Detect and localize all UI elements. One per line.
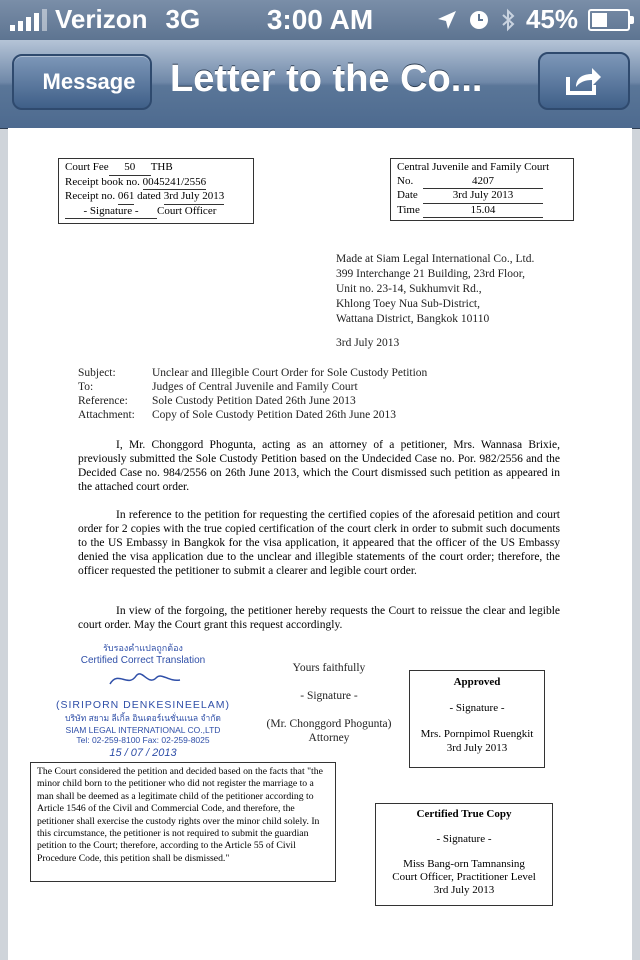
battery-percent: 45%: [525, 4, 578, 34]
certified-signature: - Signature -: [436, 833, 492, 845]
attorney-name: (Mr. Chonggord Phogunta): [266, 718, 392, 730]
approved-title: Approved: [453, 676, 501, 688]
approved-date: 3rd July 2013: [446, 742, 508, 754]
court-decision-box: [30, 762, 336, 882]
status-bar: [0, 0, 640, 40]
nav-title: Letter to the Co...: [170, 58, 483, 100]
court-name: Central Juvenile and Family Court: [397, 161, 550, 173]
closing-line: Yours faithfully: [292, 662, 366, 674]
location-icon: [436, 9, 458, 31]
attachment-value: Copy of Sole Custody Petition Dated 26th June 2013: [152, 409, 397, 421]
letter-meta: [78, 366, 427, 422]
court-fee-box: [58, 158, 254, 224]
subject-label: Subject:: [78, 367, 116, 379]
court-officer-label: Court Officer: [157, 204, 217, 217]
attachment-label: Attachment:: [78, 409, 135, 421]
approved-name: Mrs. Pornpimol Ruengkit: [420, 728, 534, 740]
receipt-date-value: 3rd July 2013: [164, 190, 225, 205]
court-time-label: Time: [397, 203, 420, 216]
translation-stamp: [48, 641, 238, 759]
stamp-thai-certified: รับรองคำแปลถูกต้อง: [103, 643, 183, 653]
alarm-clock-icon: [468, 9, 490, 31]
certified-copy-box: [375, 803, 553, 906]
stamp-date: 15 / 07 / 2013: [109, 747, 177, 759]
court-date-value: 3rd July 2013: [423, 189, 543, 204]
certified-name: Miss Bang-orn Tamnansing: [403, 858, 525, 870]
address-line: Made at Siam Legal International Co., Ltd.: [336, 253, 535, 265]
closing-block: [244, 661, 414, 745]
translator-signature: [48, 666, 238, 692]
receipt-no-label: Receipt no.: [65, 190, 116, 202]
back-button[interactable]: [12, 54, 152, 110]
carrier-label: Verizon: [55, 4, 148, 34]
court-no-label: No.: [397, 174, 414, 187]
navigation-bar: [0, 40, 640, 129]
address-line: Wattana District, Bangkok 10110: [336, 313, 490, 325]
stamp-certified-translation: Certified Correct Translation: [80, 655, 206, 666]
address-line: 399 Interchange 21 Building, 23rd Floor,: [336, 268, 525, 280]
to-label: To:: [78, 381, 94, 393]
network-label: 3G: [165, 4, 201, 34]
clock: 3:00 AM: [266, 4, 374, 35]
fee-value: 50: [109, 161, 151, 176]
stamp-translator-name: (SIRIPORN DENKESINEELAM): [56, 699, 230, 711]
reference-value: Sole Custody Petition Dated 26th June 2013: [152, 395, 356, 407]
share-button[interactable]: [538, 52, 630, 110]
stamp-company: SIAM LEGAL INTERNATIONAL CO.,LTD: [65, 725, 221, 735]
court-decision-text: The Court considered the petition and decided based on the facts that "the minor child born to the petitioner who did not register the marriage to a man shall be deemed as a legitimate child of the petitioner according to Article 1546 of the Civil and Commercial Code, and therefore, the petitioner shall exercise the custody rights over the minor child solely. In this circumstance, the petitioner is not required to submit the guardian petition to the Court; therefore, according to the Article 55 of Civil Procedure Code, this petition shall be dismissed.": [37, 766, 323, 864]
certified-role: Court Officer, Practitioner Level: [392, 871, 536, 883]
certified-date: 3rd July 2013: [433, 884, 495, 896]
body-paragraph-2: In reference to the petition for requesting the certified copies of the aforesaid petition and court order for 2 copies with the true copied certification of the court clerk in order to submit such documents to the US Embassy in Bangkok for the visa application, it appeared that the officer of the US Embassy denied the visa application due to the unclear and illegible statements of the court order; therefore, the officer requested the petitioner to submit a clearer and legible court order.: [78, 509, 560, 577]
stamp-thai-company: บริษัท สยาม ลีเกิ้ล อินเตอร์เนชั่นแนล จำกัด: [65, 713, 221, 723]
receipt-book-value: 0045241/2556: [143, 176, 207, 191]
stamp-phone: Tel: 02-259-8100 Fax: 02-259-8025: [76, 735, 210, 745]
fee-signature: - Signature -: [65, 205, 157, 220]
body-paragraph-3: In view of the forgoing, the petitioner hereby requests the Court to reissue the clear and legible court order. May the Court grant this request accordingly.: [78, 605, 560, 631]
address-line: Khlong Toey Nua Sub-District,: [336, 298, 480, 310]
bluetooth-icon: [500, 8, 516, 32]
court-date-label: Date: [397, 189, 418, 201]
receipt-no-value: 061: [118, 190, 135, 205]
body-paragraph-1: I, Mr. Chonggord Phogunta, acting as an attorney of a petitioner, Mrs. Wannasa Brixie, previously submitted the Sole Custody Petition based on the Undecided Case no. Por. 982/2556 and the Decided Case no. 984/2556 on 26th June 2013, which the Court dismissed such petition as appeared in the attached court order.: [78, 439, 560, 493]
sender-address: [336, 252, 534, 327]
fee-label: Court Fee: [65, 161, 109, 173]
certified-title: Certified True Copy: [416, 808, 512, 820]
battery-icon: [588, 9, 630, 31]
reference-label: Reference:: [78, 395, 128, 407]
subject-value: Unclear and Illegible Court Order for Sole Custody Petition: [152, 367, 428, 379]
receipt-book-label: Receipt book no.: [65, 175, 140, 188]
fee-currency: THB: [150, 161, 173, 173]
court-time-value: 15.04: [423, 204, 543, 219]
court-stamp-box: [390, 158, 574, 221]
attorney-signature: - Signature -: [300, 690, 358, 702]
document-page: [8, 128, 632, 960]
address-line: Unit no. 23-14, Sukhumvit Rd.,: [336, 283, 482, 295]
share-icon: [564, 65, 604, 97]
back-button-label: Message: [42, 69, 136, 94]
attorney-title: Attorney: [308, 732, 350, 744]
approved-signature: - Signature -: [449, 702, 505, 714]
court-no-value: 4207: [423, 175, 543, 190]
letter-date: 3rd July 2013: [336, 337, 400, 349]
status-right: [436, 4, 630, 35]
approved-box: [409, 670, 545, 768]
to-value: Judges of Central Juvenile and Family Court: [152, 381, 358, 393]
receipt-dated-label: dated: [137, 190, 161, 202]
